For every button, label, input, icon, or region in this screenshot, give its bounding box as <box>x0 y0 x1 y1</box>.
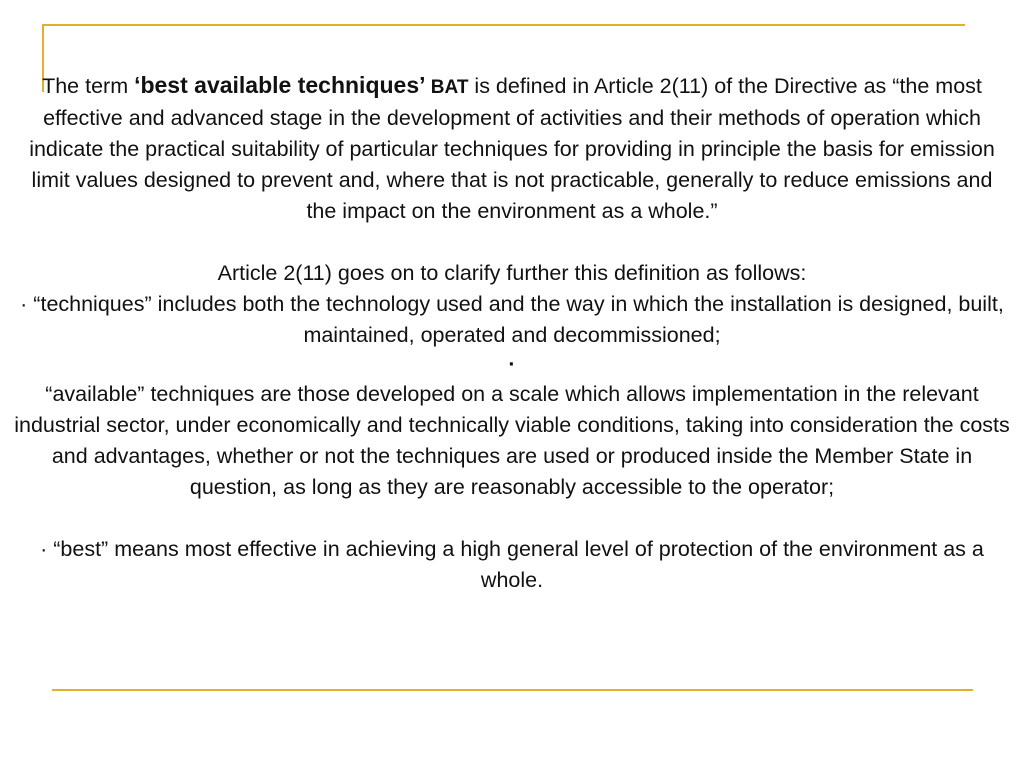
definition-abbreviation: BAT <box>425 77 469 98</box>
item-best: · “best” means most effective in achieving a high general level of protection of the environment as a whole. <box>40 537 984 592</box>
slide-body <box>14 70 1010 596</box>
definition-text: is defined in Article 2(11) of the Directive as “the most effective and advanced stage in the development of activities and their methods of operation which indicate the practical suitability of particular techniques for providing in principle the basis for emission limit values designed to prevent and, where that is not practicable, generally to reduce emissions and the impact on the environment as a whole.” <box>29 74 995 223</box>
bullet-glyph: · <box>508 352 516 376</box>
definition-paragraph <box>14 70 1010 227</box>
item-techniques: · “techniques” includes both the technology used and the way in which the installation is designed, built, maintained, operated and decommissioned; <box>20 292 1004 347</box>
bottom-accent-rule <box>52 689 973 691</box>
spacer <box>14 503 1010 534</box>
item-available: “available” techniques are those developed on a scale which allows implementation in the relevant industrial sector, under economically and technically viable conditions, taking into consideration the costs and advantages, whether or not the techniques are used or produced inside the Member State in question, as long as they are reasonably accessible to the operator; <box>14 382 1010 499</box>
definition-term: ‘best available techniques’ <box>134 72 426 98</box>
spacer <box>14 227 1010 258</box>
top-accent-rule <box>42 24 965 26</box>
clarify-intro: Article 2(11) goes on to clarify further this definition as follows: <box>217 261 807 285</box>
definition-lead: The term <box>42 74 135 98</box>
